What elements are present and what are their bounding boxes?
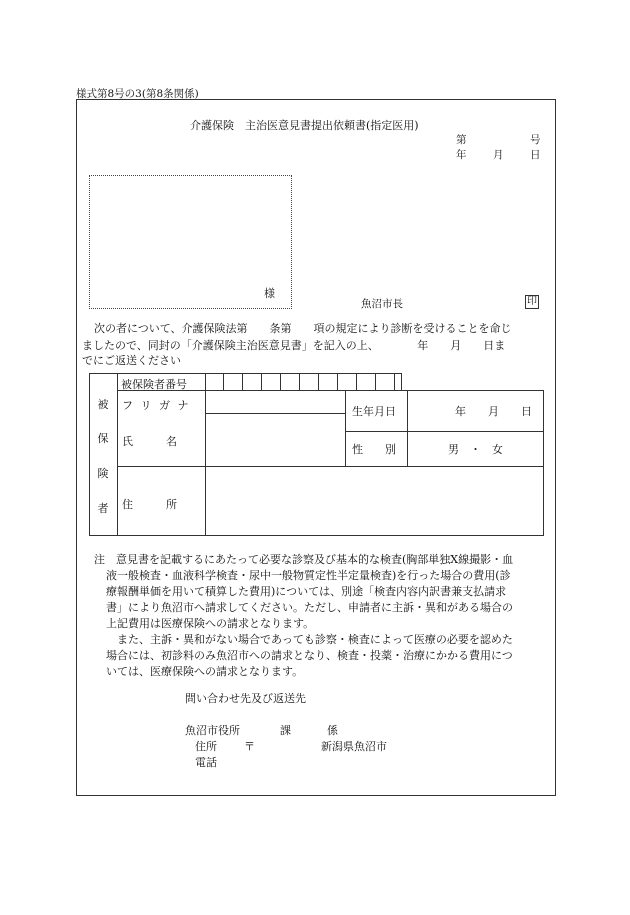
- note-line-2: 液一般検査・血液科学検査・尿中一般物質定性半定量検査)を行った場合の費用(診: [106, 569, 511, 582]
- furigana-label: フ リ ガ ナ: [122, 399, 191, 412]
- insured-number-cell[interactable]: [281, 374, 300, 391]
- birthdate-value: 年 月 日: [455, 405, 532, 418]
- insured-number-label: 被保険者番号: [121, 378, 187, 391]
- insured-number-cell[interactable]: [338, 374, 357, 391]
- note-line-3: 療報酬単価を用いて積算した費用)については、別途「検査内容内訳書兼支払請求: [106, 585, 507, 598]
- seal-stamp: 印: [527, 296, 537, 307]
- vertical-label-char: 険: [97, 467, 109, 480]
- doc-number-dai: 第: [456, 134, 467, 146]
- date-year: 年: [456, 149, 467, 161]
- address-field[interactable]: [205, 467, 543, 535]
- date-day: 日: [530, 149, 541, 161]
- sex-label: 性 別: [352, 443, 396, 456]
- insured-number-cell[interactable]: [300, 374, 319, 391]
- furigana-field[interactable]: [205, 391, 345, 413]
- name-label: 氏 名: [122, 435, 177, 448]
- insured-number-cell[interactable]: [376, 374, 395, 391]
- insured-number-cell[interactable]: [319, 374, 338, 391]
- contact-heading: 問い合わせ先及び返送先: [185, 692, 306, 705]
- contact-address-value: 新潟県魚沼市: [321, 740, 387, 753]
- form-number: 様式第8号の3(第8条関係): [76, 88, 199, 100]
- name-field[interactable]: [205, 414, 345, 466]
- note-line-7: 場合には、初診料のみ魚沼市への請求となり、検査・投薬・治療にかかる費用につ: [106, 649, 513, 662]
- note-line-5: 上記費用は医療保険への請求となります。: [106, 617, 315, 630]
- vertical-label-char: 者: [97, 502, 109, 515]
- contact-ka: 課: [280, 724, 291, 737]
- request-line-2: ましたので、同封の「介護保険主治医意見書」を記入の上、 年 月 日ま: [82, 339, 506, 352]
- insured-number-cell[interactable]: [224, 374, 243, 391]
- insured-number-cell[interactable]: [357, 374, 376, 391]
- addressee-box[interactable]: [89, 175, 292, 309]
- note-line-8: いては、医療保険への請求となります。: [106, 665, 304, 678]
- contact-address-label: 住所: [195, 740, 217, 753]
- postal-mark: 〒: [244, 740, 255, 753]
- birthdate-label: 生年月日: [352, 405, 396, 418]
- insured-number-cell[interactable]: [205, 374, 224, 391]
- request-line-3: でにご返送ください: [82, 354, 181, 367]
- note-line-1: 注 意見書を記載するにあたって必要な診察及び基本的な検査(胸部単独X線撮影・血: [94, 553, 514, 566]
- insured-number-cell[interactable]: [262, 374, 281, 391]
- note-line-4: 書」により魚沼市へ請求してください。ただし、申請者に主訴・異和がある場合の: [106, 601, 513, 614]
- vertical-label-char: 被: [97, 398, 109, 411]
- vertical-label-char: 保: [97, 432, 109, 445]
- request-line-1: 次の者について、介護保険法第 条第 項の規定により診断を受けることを命じ: [94, 322, 512, 335]
- doc-number-go: 号: [530, 134, 541, 146]
- sex-value: 男 ・ 女: [448, 443, 503, 456]
- contact-kakari: 係: [327, 724, 338, 737]
- insured-number-cell[interactable]: [243, 374, 262, 391]
- issuer: 魚沼市長: [361, 298, 403, 310]
- date-month: 月: [493, 149, 504, 161]
- contact-phone-label: 電話: [195, 756, 217, 769]
- address-label: 住 所: [122, 498, 177, 511]
- note-line-6: また、主訴・異和がない場合であっても診察・検査によって医療の必要を認めた: [106, 633, 513, 646]
- contact-office: 魚沼市役所: [185, 724, 240, 737]
- form-title: 介護保険 主治医意見書提出依頼書(指定医用): [190, 119, 419, 132]
- addressee-suffix: 様: [264, 287, 275, 300]
